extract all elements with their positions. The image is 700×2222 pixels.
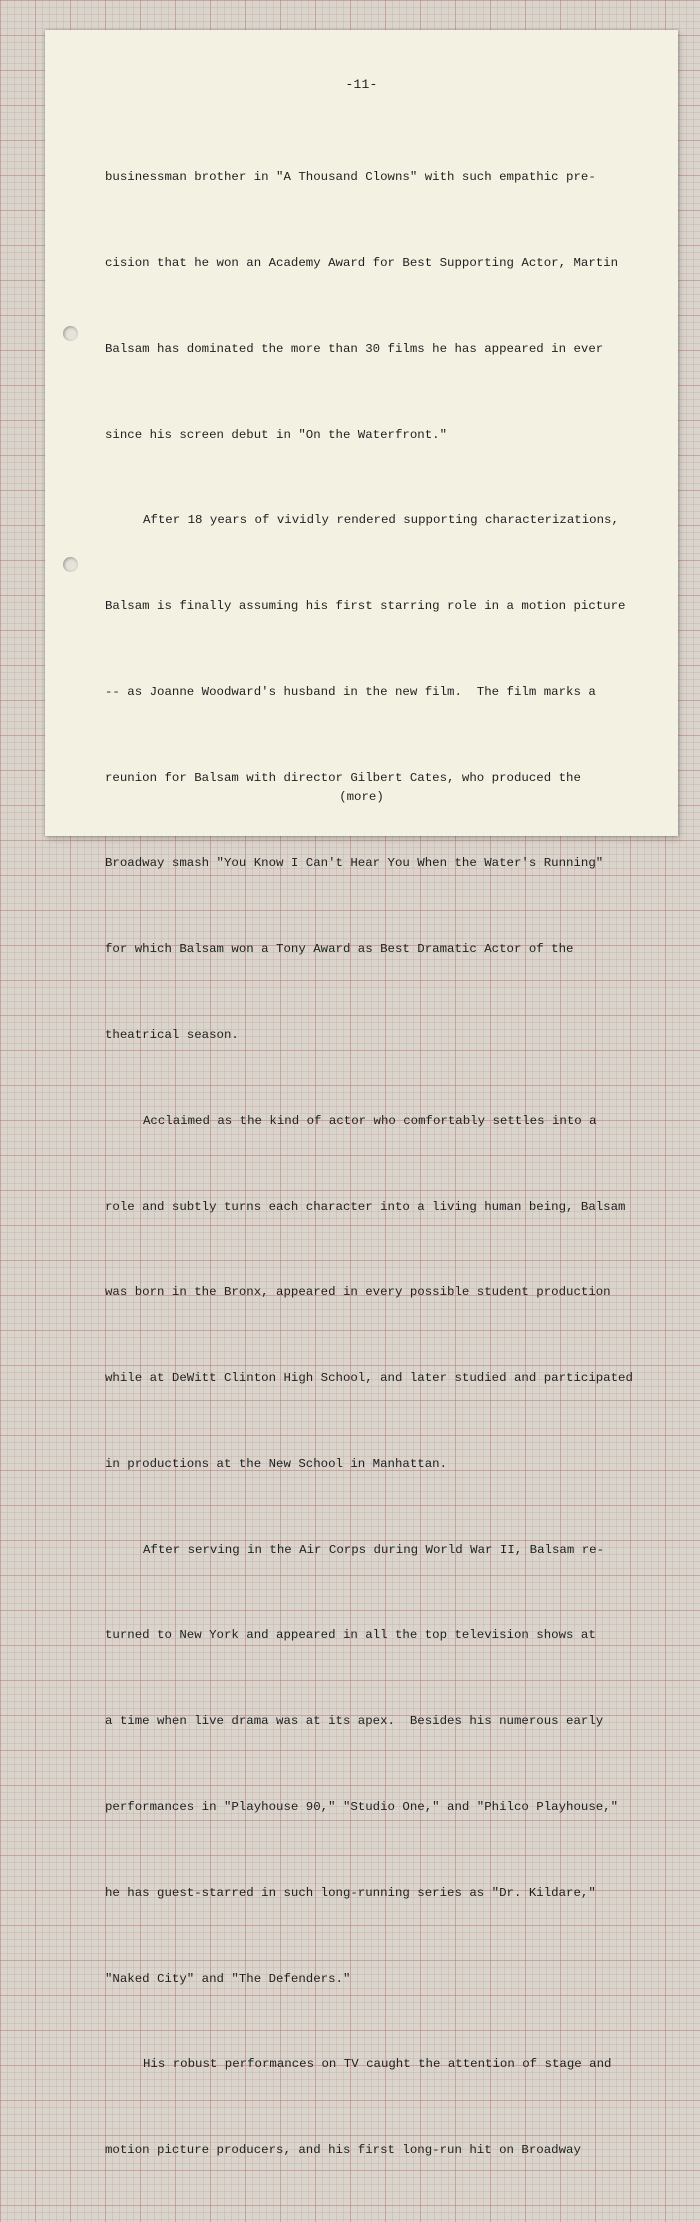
paragraph-start-line: After serving in the Air Corps during World War II, Balsam re- bbox=[143, 1542, 605, 1557]
punch-hole bbox=[63, 557, 78, 572]
text-line: in productions at the New School in Manhattan. bbox=[105, 1456, 448, 1471]
continued-marker: (more) bbox=[339, 790, 384, 804]
text-line: was born in the Bronx, appeared in every possible student production bbox=[105, 1285, 611, 1300]
text-line: while at DeWitt Clinton High School, and later studied and participated bbox=[105, 1371, 633, 1386]
punch-hole bbox=[63, 326, 78, 341]
text-line: a time when live drama was at its apex. Besides his numerous early bbox=[105, 1714, 604, 1729]
text-line: he has guest-starred in such long-running series as "Dr. Kildare," bbox=[105, 1885, 596, 1900]
text-line: theatrical season. bbox=[105, 1028, 239, 1042]
text-line: -- as Joanne Woodward's husband in the new film. The film marks a bbox=[105, 684, 596, 699]
text-line: Balsam is finally assuming his first starring role in a motion picture bbox=[105, 599, 626, 614]
text-line: role and subtly turns each character into a living human being, Balsam bbox=[105, 1199, 626, 1214]
text-line: businessman brother in "A Thousand Clowns" with such empathic pre- bbox=[105, 170, 596, 185]
page-number: -11- bbox=[345, 77, 378, 92]
text-line: cision that he won an Academy Award for Best Supporting Actor, Martin bbox=[105, 255, 619, 270]
text-line: performances in "Playhouse 90," "Studio One," and "Philco Playhouse," bbox=[105, 1800, 619, 1815]
text-line: reunion for Balsam with director Gilbert Cates, who produced the bbox=[105, 770, 581, 785]
text-line: motion picture producers, and his first long-run hit on Broadway bbox=[105, 2143, 581, 2158]
paragraph-start-line: After 18 years of vividly rendered supporting characterizations, bbox=[143, 513, 619, 528]
text-line: turned to New York and appeared in all the top television shows at bbox=[105, 1628, 596, 1643]
paragraph-start-line: His robust performances on TV caught the attention of stage and bbox=[143, 2057, 612, 2072]
text-line: Broadway smash "You Know I Can't Hear You When the Water's Running" bbox=[105, 856, 604, 871]
text-line: for which Balsam won a Tony Award as Best Dramatic Actor of the bbox=[105, 942, 574, 957]
text-line: Balsam has dominated the more than 30 films he has appeared in ever bbox=[105, 341, 604, 356]
text-line: "Naked City" and "The Defenders." bbox=[105, 1971, 351, 1986]
body-text bbox=[105, 106, 665, 2222]
paragraph-start-line: Acclaimed as the kind of actor who comfortably settles into a bbox=[143, 1113, 597, 1128]
text-line: since his screen debut in "On the Waterfront." bbox=[105, 427, 448, 442]
typed-page bbox=[45, 30, 678, 2158]
